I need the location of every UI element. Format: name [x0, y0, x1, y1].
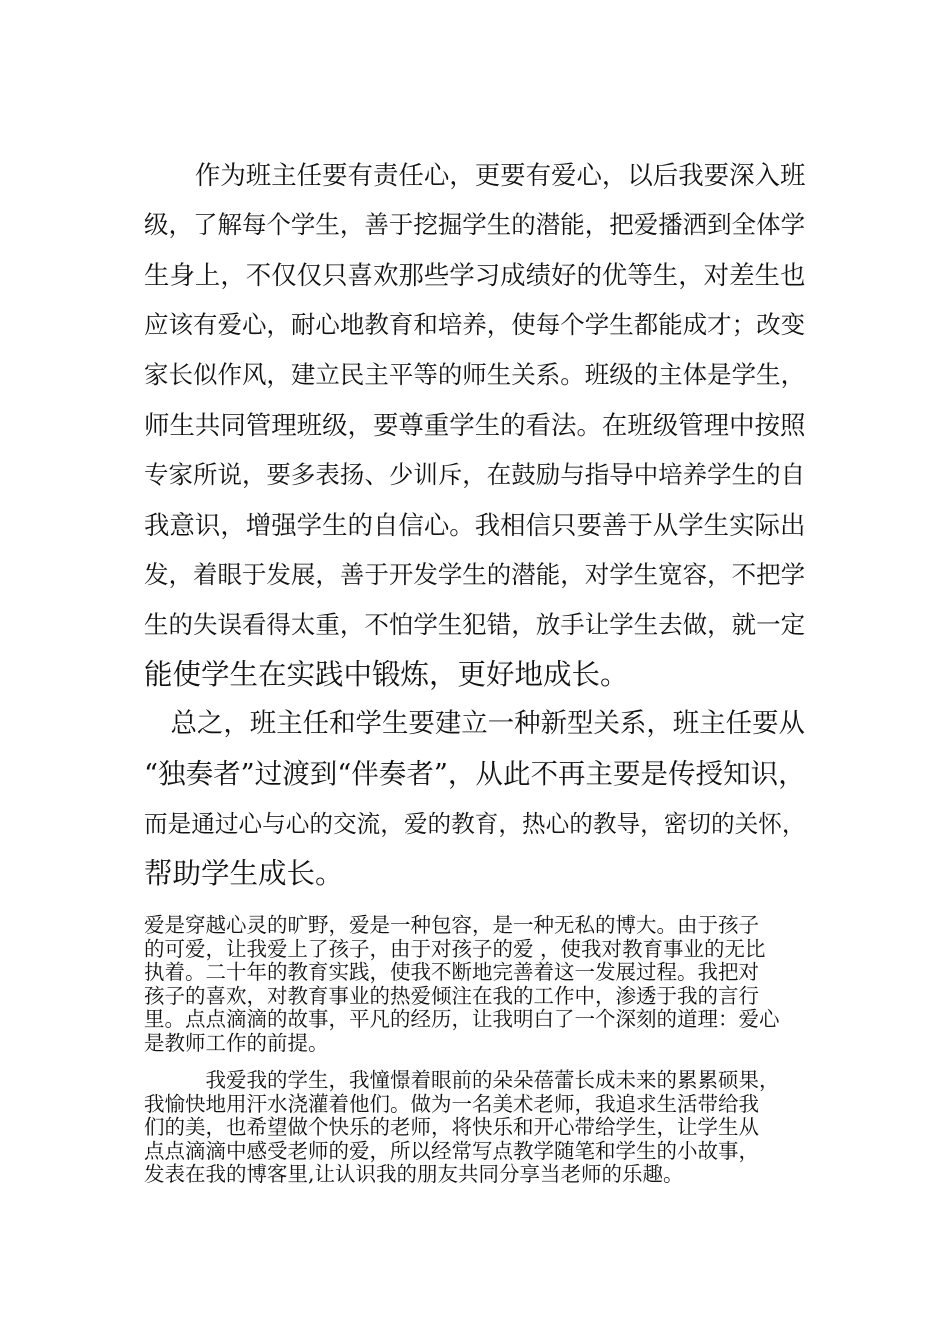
text-line: 师生共同管理班级，要尊重学生的看法。在班级管理中按照 [144, 410, 806, 440]
text-line: 作为班主任要有责任心，更要有爱心，以后我要深入班 [144, 160, 806, 190]
text-line: 而是通过心与心的交流，爱的教育，热心的教导，密切的关怀， [144, 810, 806, 838]
paragraph-summary [144, 699, 809, 899]
text-line: 是教师工作的前提。 [144, 1030, 329, 1055]
text-line: 应该有爱心，耐心地教育和培养，使每个学生都能成才；改变 [144, 310, 806, 339]
text-line: 们的美，也希望做个快乐的老师，将快乐和开心带给学生，让学生从 [144, 1115, 759, 1140]
text-line: 执着。二十年的教育实践，使我不断地完善着这一发展过程。我把对 [144, 960, 759, 985]
paragraph-love-is [144, 914, 809, 1056]
text-line: 我爱我的学生，我憧憬着眼前的朵朵蓓蕾长成未来的累累硕果， [144, 1068, 780, 1092]
text-line: 我愉快地用汗水浇灌着他们。做为一名美术老师，我追求生活带给我 [144, 1091, 759, 1116]
text-line: 点点滴滴中感受老师的爱，所以经常写点教学随笔和学生的小故事， [144, 1138, 759, 1163]
text-line: “独奏者”过渡到“伴奏者”，从此不再主要是传授知识， [144, 758, 806, 790]
text-line: 家长似作风，建立民主平等的师生关系。班级的主体是学生， [144, 360, 806, 389]
text-line: 总之，班主任和学生要建立一种新型关系，班主任要从 [144, 708, 805, 739]
text-line: 生的失误看得太重，不怕学生犯错，放手让学生去做，就一定 [144, 610, 806, 639]
text-line: 的可爱，让我爱上了孩子，由于对孩子的爱 ，使我对教育事业的无比 [144, 936, 766, 961]
text-line: 能使学生在实践中锻炼，更好地成长。 [144, 658, 629, 691]
text-line: 孩子的喜欢，对教育事业的热爱倾注在我的工作中，渗透于我的言行 [144, 983, 759, 1008]
text-line: 帮助学生成长。 [144, 857, 344, 890]
paragraph-class-teacher-love [144, 150, 809, 700]
text-line: 爱是穿越心灵的旷野，爱是一种包容，是一种无私的博大。由于孩子 [144, 913, 759, 937]
text-line: 专家所说，要多表扬、少训斥，在鼓励与指导中培养学生的自 [144, 460, 806, 489]
text-line: 发，着眼于发展，善于开发学生的潜能，对学生宽容，不把学 [144, 560, 806, 589]
text-line: 发表在我的博客里,让认识我的朋友共同分享当老师的乐趣。 [144, 1162, 684, 1187]
text-line: 级，了解每个学生，善于挖掘学生的潜能，把爱播洒到全体学 [144, 210, 806, 239]
paragraph-art-teacher [144, 1069, 809, 1187]
text-line: 里。点点滴滴的故事，平凡的经历，让我明白了一个深刻的道理：爱心 [144, 1007, 780, 1032]
text-line: 我意识，增强学生的自信心。我相信只要善于从学生实际出 [144, 510, 806, 540]
text-line: 生身上，不仅仅只喜欢那些学习成绩好的优等生，对差生也 [144, 260, 806, 290]
